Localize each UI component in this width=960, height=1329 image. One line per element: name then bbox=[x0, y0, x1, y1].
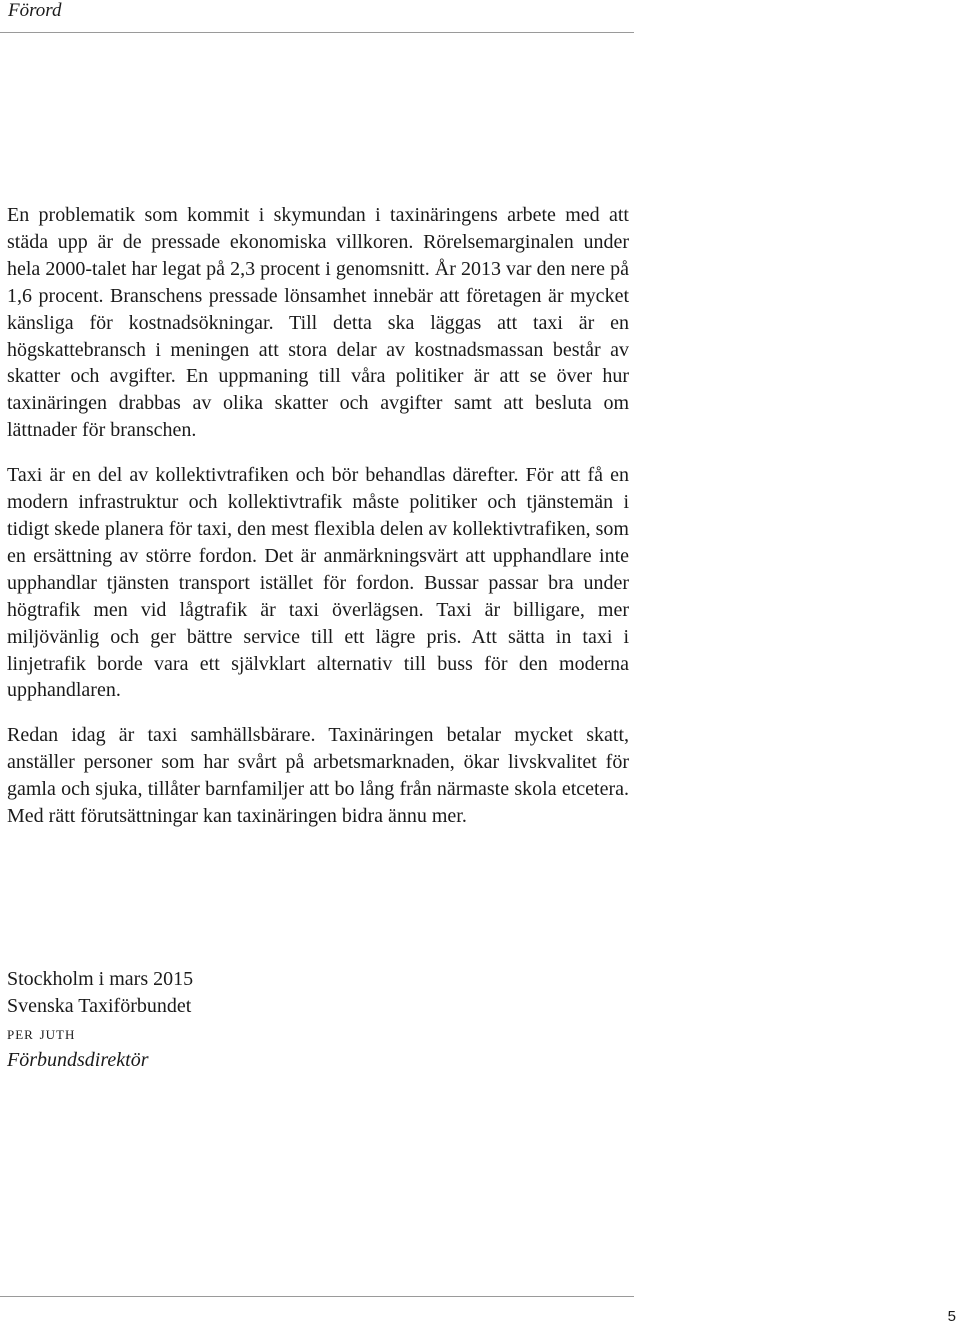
signature-block bbox=[7, 966, 193, 1074]
paragraph: En problematik som kommit i skymundan i taxinäringens arbete med att städa upp är de pressade ekonomiska villkoren. Rörelsemarginalen under hela 2000-talet har legat på 2,3 procent i genomsnitt. År 2013 var den nere på 1,6 procent. Branschens pressade lönsamhet innebär att företagen är mycket känsliga för kostnadsökningar. Till detta ska läggas att taxi är en högskattebransch i meningen att stora delar av kostnadsmassan består av skatter och avgifter. En uppmaning till våra politiker är att se över hur taxinäringen drabbas av olika skatter och avgifter samt att besluta om lättnader för branschen. bbox=[7, 204, 629, 442]
signature-organization: Svenska Taxiförbundet bbox=[7, 995, 192, 1017]
signature-name: per juth bbox=[7, 1023, 76, 1044]
header-rule bbox=[0, 32, 634, 33]
signature-role: Förbundsdirektör bbox=[7, 1049, 149, 1071]
section-title: Förord bbox=[8, 0, 62, 21]
paragraph: Redan idag är taxi samhällsbärare. Taxinäringen betalar mycket skatt, anställer personer som har svårt på arbetsmarknaden, ökar livskvalitet för gamla och sjuka, tillåter barnfamiljer att bo lång från närmaste skola etcetera. Med rätt förutsättningar kan taxinäringen bidra ännu mer. bbox=[7, 724, 629, 828]
footer-rule bbox=[0, 1296, 634, 1297]
signature-place-date: Stockholm i mars 2015 bbox=[7, 968, 194, 990]
page-number: 5 bbox=[947, 1308, 956, 1325]
body-text bbox=[7, 202, 629, 848]
paragraph: Taxi är en del av kollektivtrafiken och bör behandlas därefter. För att få en modern infrastruktur och kollektivtrafik måste politiker och tjänstemän i tidigt skede planera för taxi, den mest flexibla delen av kollektivtrafiken, som en ersättning av större fordon. Det är anmärkningsvärt att upphandlare inte upphandlar tjänsten transport istället för fordon. Bussar passar bra under högtrafik men vid lågtrafik är taxi överlägsen. Taxi är billigare, mer miljövänlig och ger bättre service till ett lägre pris. Att sätta in taxi i linjetrafik borde vara ett självklart alternativ till buss för den moderna upphandlaren. bbox=[7, 464, 629, 702]
